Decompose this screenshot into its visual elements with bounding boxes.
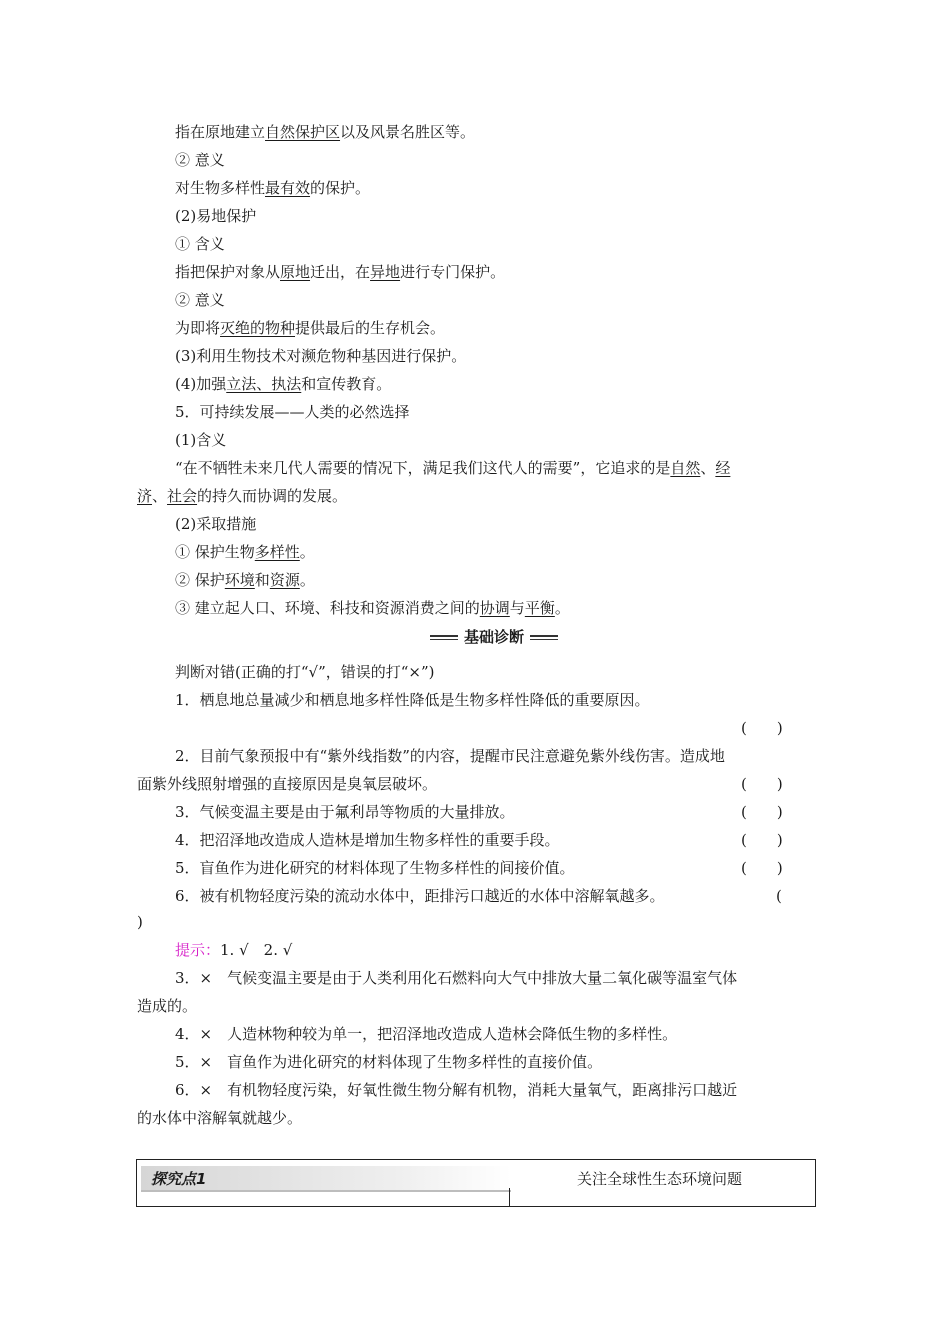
note-line: ① 含义 <box>175 235 225 253</box>
answer-blank: ( ) <box>741 719 783 737</box>
quiz-instruction: 判断对错(正确的打“√”，错误的打“×”) <box>175 663 435 681</box>
section-banner <box>430 626 558 646</box>
quiz-question: 6．被有机物轻度污染的流动水体中，距排污口越近的水体中溶解氧越多。 <box>175 887 665 905</box>
answer-line: 的水体中溶解氧就越少。 <box>137 1109 303 1127</box>
quiz-question: 4．把沼泽地改造成人造林是增加生物多样性的重要手段。 <box>175 831 560 849</box>
quiz-question: 2．目前气象预报中有“紫外线指数”的内容，提醒市民注意避免紫外线伤害。造成地 <box>175 747 725 765</box>
section-banner-title: 基础诊断 <box>458 626 530 647</box>
note-line: (1)含义 <box>175 431 227 449</box>
hint-label: 提示： <box>175 941 221 959</box>
note-line: 对生物多样性最有效的保护。 <box>175 179 371 197</box>
quiz-question: 1．栖息地总量减少和栖息地多样性降低是生物多样性降低的重要原因。 <box>175 691 650 709</box>
answer-blank: ( ) <box>741 775 783 793</box>
answer-line: 4．× 人造林物种较为单一，把沼泽地改造成人造林会降低生物的多样性。 <box>175 1025 678 1043</box>
quiz-question: 面紫外线照射增强的直接原因是臭氧层破坏。 <box>137 775 438 793</box>
note-line: ① 保护生物多样性。 <box>175 543 315 561</box>
answer-line: 5．× 盲鱼作为进化研究的材料体现了生物多样性的直接价值。 <box>175 1053 603 1071</box>
note-line: 为即将灭绝的物种提供最后的生存机会。 <box>175 319 446 337</box>
answer-line: 造成的。 <box>137 997 198 1015</box>
header-divider <box>509 1188 510 1206</box>
quiz-question: 5．盲鱼作为进化研究的材料体现了生物多样性的间接价值。 <box>175 859 575 877</box>
answer-blank: ( ) <box>741 859 783 877</box>
quiz-question: 3．气候变温主要是由于氟利昂等物质的大量排放。 <box>175 803 515 821</box>
note-line: 5．可持续发展——人类的必然选择 <box>175 403 410 421</box>
note-line: ② 意义 <box>175 151 225 169</box>
note-line: 济、社会的持久而协调的发展。 <box>137 487 348 505</box>
answer-line: 6．× 有机物轻度污染，好氧性微生物分解有机物，消耗大量氧气，距离排污口越近 <box>175 1081 738 1099</box>
note-line: 指把保护对象从原地迁出，在异地进行专门保护。 <box>175 263 506 281</box>
explore-tag-label: 探究点1 <box>151 1170 207 1188</box>
note-line: ③ 建立起人口、环境、科技和资源消费之间的协调与平衡。 <box>175 599 570 617</box>
note-line: (4)加强立法、执法和宣传教育。 <box>175 375 392 393</box>
note-line: (2)易地保护 <box>175 207 257 225</box>
hint-line: 提示：1. √ 2. √ <box>175 941 293 959</box>
note-line: 指在原地建立自然保护区以及风景名胜区等。 <box>175 123 476 141</box>
explore-title: 关注全球性生态环境问题 <box>577 1170 743 1188</box>
answer-blank-open: ( <box>776 887 782 905</box>
answer-blank: ( ) <box>741 803 783 821</box>
note-line: ② 意义 <box>175 291 225 309</box>
explore-tag <box>141 1166 511 1192</box>
answer-blank-close: ) <box>137 913 143 931</box>
answer-line: 3．× 气候变温主要是由于人类利用化石燃料向大气中排放大量二氧化碳等温室气体 <box>175 969 738 987</box>
note-line: ② 保护环境和资源。 <box>175 571 315 589</box>
note-line: (2)采取措施 <box>175 515 257 533</box>
answer-blank: ( ) <box>741 831 783 849</box>
note-line: “在不牺牲未来几代人需要的情况下，满足我们这代人的需要”，它追求的是自然、经 <box>175 459 731 477</box>
explore-point-header <box>136 1159 816 1207</box>
note-line: (3)利用生物技术对濒危物种基因进行保护。 <box>175 347 467 365</box>
